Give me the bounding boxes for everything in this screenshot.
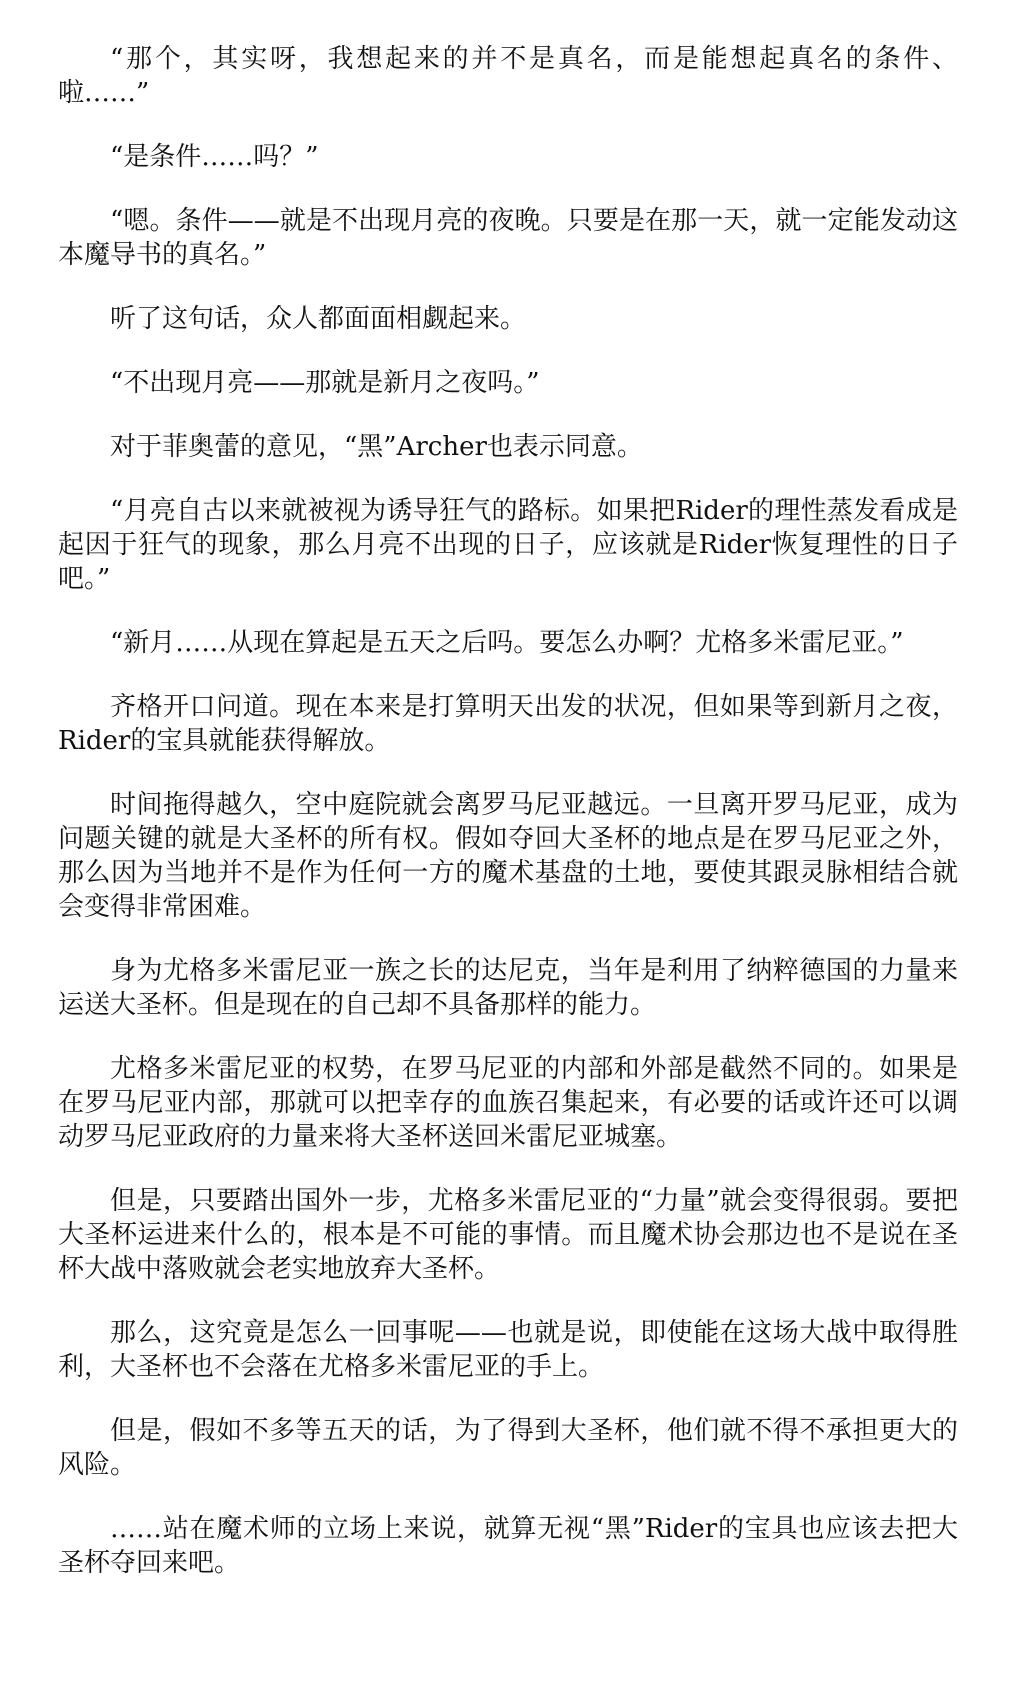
paragraph-14: 那么，这究竟是怎么一回事呢——也就是说，即使能在这场大战中取得胜利，大圣杯也不会落在尤格多米雷尼亚的手上。 [58,1318,958,1382]
paragraph-7: “月亮自古以来就被视为诱导狂气的路标。如果把Rider的理性蒸发看成是起因于狂气的现象，那么月亮不出现的日子，应该就是Rider恢复理性的日子吧。” [58,496,958,594]
paragraph-1: “那个，其实呀，我想起来的并不是真名，而是能想起真名的条件、啦……” [58,44,958,108]
document-page [58,42,958,1610]
paragraph-4: 听了这句话，众人都面面相觑起来。 [110,304,527,334]
paragraph-12: 尤格多米雷尼亚的权势，在罗马尼亚的内部和外部是截然不同的。如果是在罗马尼亚内部，那就可以把幸存的血族召集起来，有必要的话或许还可以调动罗马尼亚政府的力量来将大圣杯送回米雷尼亚城塞。 [58,1054,958,1152]
paragraph-13: 但是，只要踏出国外一步，尤格多米雷尼亚的“力量”就会变得很弱。要把大圣杯运进来什么的，根本是不可能的事情。而且魔术协会那边也不是说在圣杯大战中落败就会老实地放弃大圣杯。 [58,1186,958,1284]
paragraph-15: 但是，假如不多等五天的话，为了得到大圣杯，他们就不得不承担更大的风险。 [58,1416,958,1480]
paragraph-6: 对于菲奥蕾的意见，“黑”Archer也表示同意。 [110,432,643,462]
paragraph-2: “是条件……吗？” [110,142,319,172]
paragraph-16: ……站在魔术师的立场上来说，就算无视“黑”Rider的宝具也应该去把大圣杯夺回来吧。 [58,1514,958,1578]
paragraph-10: 时间拖得越久，空中庭院就会离罗马尼亚越远。一旦离开罗马尼亚，成为问题关键的就是大圣杯的所有权。假如夺回大圣杯的地点是在罗马尼亚之外，那么因为当地并不是作为任何一方的魔术基盘的土地，要使其跟灵脉相结合就会变得非常困难。 [58,790,958,922]
paragraph-8: “新月……从现在算起是五天之后吗。要怎么办啊？尤格多米雷尼亚。” [110,628,904,658]
paragraph-11: 身为尤格多米雷尼亚一族之长的达尼克，当年是利用了纳粹德国的力量来运送大圣杯。但是现在的自己却不具备那样的能力。 [58,956,958,1020]
paragraph-3: “嗯。条件——就是不出现月亮的夜晚。只要是在那一天，就一定能发动这本魔导书的真名。” [58,206,958,270]
paragraph-5: “不出现月亮——那就是新月之夜吗。” [110,368,540,398]
paragraph-9: 齐格开口问道。现在本来是打算明天出发的状况，但如果等到新月之夜，Rider的宝具就能获得解放。 [58,692,958,756]
